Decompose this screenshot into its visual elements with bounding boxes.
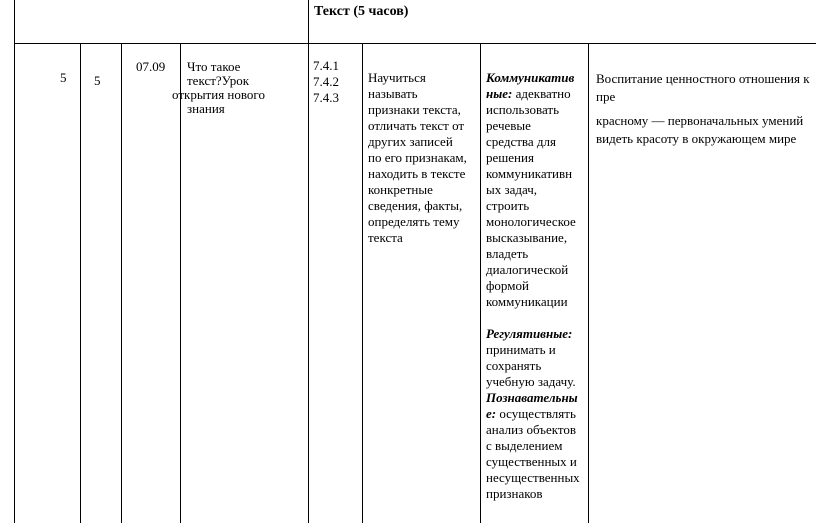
lesson-number: 5 bbox=[60, 70, 67, 85]
learning-goal-line: текста bbox=[368, 230, 403, 245]
table-border-col-uud bbox=[480, 43, 481, 523]
cognitive-heading-tail: е: bbox=[486, 406, 497, 421]
lesson-topic bbox=[172, 60, 308, 116]
regulative-line: учебную задачу. bbox=[486, 374, 576, 389]
learning-goal bbox=[368, 70, 480, 246]
learning-goal-line: отличать текст от bbox=[368, 118, 465, 133]
learning-goal-line: определять тему bbox=[368, 214, 460, 229]
regulative-line: сохранять bbox=[486, 358, 542, 373]
learning-goal-line: сведения, факты, bbox=[368, 198, 463, 213]
cognitive-first-word: осуществлять bbox=[499, 406, 576, 421]
regulative-line: принимать и bbox=[486, 342, 556, 357]
communicative-heading: Коммуникатив bbox=[486, 70, 575, 85]
table-border-col-goal bbox=[362, 43, 363, 523]
cognitive-line: анализ объектов bbox=[486, 422, 577, 437]
section-title: Текст (5 часов) bbox=[314, 4, 409, 19]
learning-goal-line: Научиться bbox=[368, 70, 426, 85]
communicative-first-line bbox=[486, 86, 588, 102]
communicative-line: использовать bbox=[486, 102, 559, 117]
standard-code: 7.4.1 bbox=[313, 58, 339, 73]
communicative-line: формой bbox=[486, 278, 529, 293]
communicative-line: средства для bbox=[486, 134, 557, 149]
communicative-first-word: адекватно bbox=[515, 86, 571, 101]
communicative-line: высказывание, bbox=[486, 230, 568, 245]
table-border-col-date bbox=[121, 43, 122, 523]
table-border-header-bottom bbox=[14, 43, 816, 44]
cognitive-line: несущественных bbox=[486, 470, 580, 485]
table-border-left bbox=[14, 0, 15, 523]
communicative-heading-tail: ные: bbox=[486, 86, 513, 101]
communicative-line: коммуникации bbox=[486, 294, 568, 309]
learning-goal-line: находить в тексте bbox=[368, 166, 466, 181]
cognitive-line: с выделением bbox=[486, 438, 563, 453]
lesson-topic-line: текст?Урок bbox=[187, 73, 250, 88]
learning-goal-line: по его признакам, bbox=[368, 150, 467, 165]
personal-line: красному — первоначальных умений bbox=[596, 113, 804, 128]
communicative-line: решения bbox=[486, 150, 534, 165]
communicative-line: речевые bbox=[486, 118, 531, 133]
communicative-line: владеть bbox=[486, 246, 529, 261]
table-border-col-num2 bbox=[80, 43, 81, 523]
lesson-topic-line: Что такое bbox=[187, 60, 241, 74]
cognitive-line: признаков bbox=[486, 486, 543, 501]
learning-goal-line: называть bbox=[368, 86, 418, 101]
personal-line: видеть красоту в окружающем мире bbox=[596, 131, 797, 146]
standard-code: 7.4.2 bbox=[313, 74, 339, 89]
table-border-col-personal bbox=[588, 43, 589, 523]
cognitive-line: существенных и bbox=[486, 454, 577, 469]
learning-goal-line: других записей bbox=[368, 134, 453, 149]
lesson-topic-line: открытия нового bbox=[172, 87, 265, 102]
cognitive-heading: Познавательны bbox=[486, 390, 578, 405]
learning-goal-line: признаки текста, bbox=[368, 102, 461, 117]
communicative-line: ых задач, bbox=[486, 182, 538, 197]
standard-codes bbox=[313, 58, 339, 106]
communicative-line: коммуникативн bbox=[486, 166, 573, 181]
table-border-col-topic bbox=[308, 0, 309, 523]
uud-skills bbox=[486, 70, 588, 502]
communicative-line: монологическое bbox=[486, 214, 576, 229]
communicative-line: строить bbox=[486, 198, 530, 213]
learning-goal-line: конкретные bbox=[368, 182, 433, 197]
lesson-topic-line: знания bbox=[187, 101, 225, 116]
personal-line: Воспитание ценностного отношения к bbox=[596, 71, 810, 86]
topic-number: 5 bbox=[94, 73, 101, 88]
communicative-line: диалогической bbox=[486, 262, 569, 277]
personal-line: пре bbox=[596, 89, 616, 104]
regulative-heading: Регулятивные: bbox=[486, 326, 573, 341]
spacer bbox=[486, 310, 588, 326]
cognitive-first-line bbox=[486, 406, 588, 422]
personal-results bbox=[596, 70, 816, 148]
lesson-date: 07.09 bbox=[136, 59, 166, 74]
standard-code: 7.4.3 bbox=[313, 90, 339, 105]
